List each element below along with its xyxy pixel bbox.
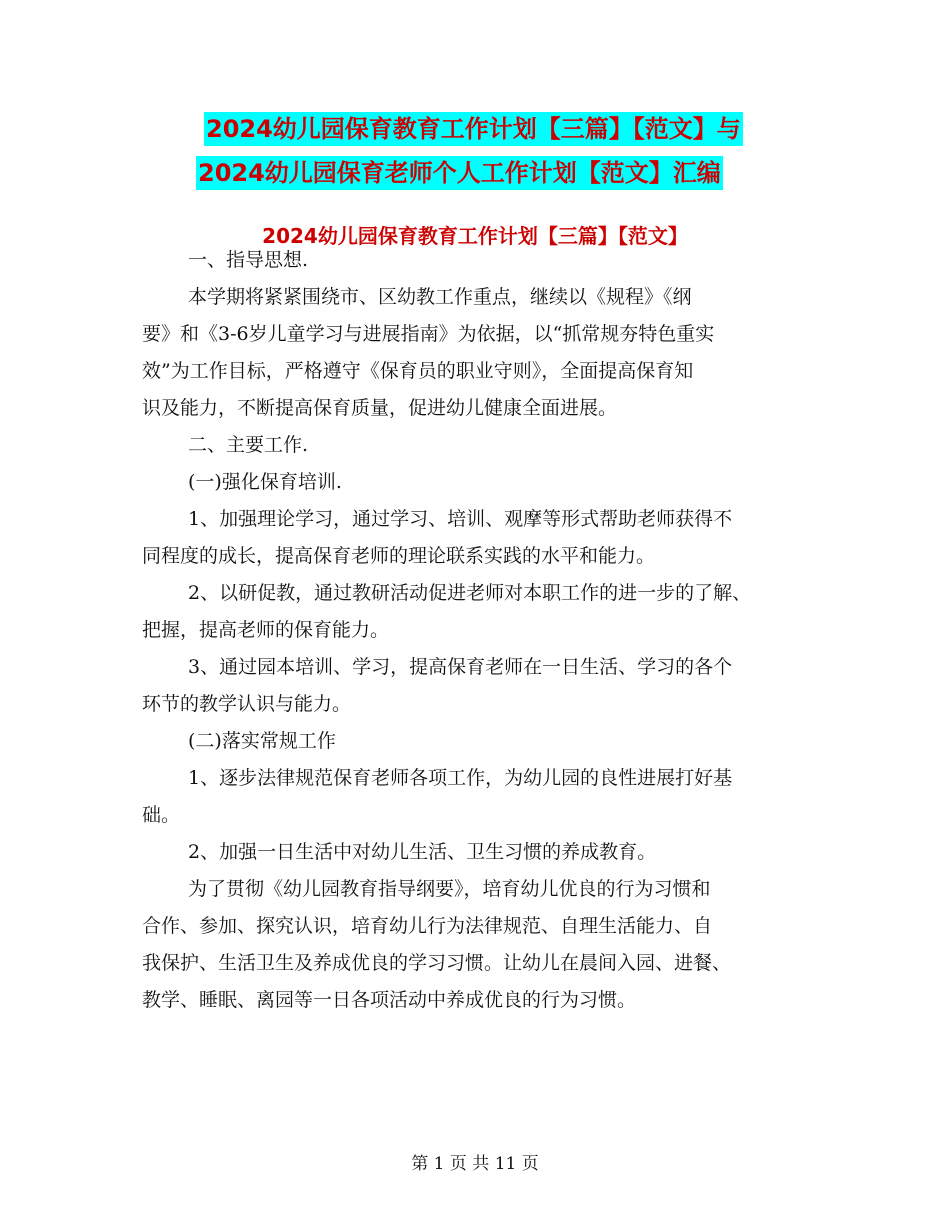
list-item-line: 3、通过园本培训、学习，提高保育老师在一日生活、学习的各个 [188, 656, 733, 678]
section-heading: 2024幼儿园保育教育工作计划【三篇】【范文】 [262, 224, 688, 248]
document-title-line-1: 2024幼儿园保育教育工作计划【三篇】【范文】与 [204, 112, 743, 146]
heading-main-work: 二、主要工作. [188, 434, 309, 456]
list-item-line: 环节的教学认识与能力。 [142, 693, 352, 715]
paragraph-line: 合作、参加、探究认识，培育幼儿行为法律规范、自理生活能力、自 [142, 915, 713, 937]
subheading-training: (一)强化保育培训. [188, 471, 342, 493]
document-title-line-2: 2024幼儿园保育老师个人工作计划【范文】汇编 [196, 156, 723, 190]
list-item-line: 把握，提高老师的保育能力。 [142, 619, 390, 641]
list-item-line: 2、加强一日生活中对幼儿生活、卫生习惯的养成教育。 [188, 841, 657, 863]
list-item-line: 1、加强理论学习，通过学习、培训、观摩等形式帮助老师获得不 [188, 508, 733, 530]
paragraph-line: 为了贯彻《幼儿园教育指导纲要》，培育幼儿优良的行为习惯和 [188, 878, 711, 900]
paragraph-line: 要》和《3-6岁儿童学习与进展指南》为依据，以“抓常规夯特色重实 [142, 323, 715, 345]
list-item-line: 2、以研促教，通过教研活动促进老师对本职工作的进一步的了解、 [188, 582, 752, 604]
heading-guiding-thought: 一、指导思想. [188, 249, 309, 271]
page-number-footer: 第 1 页 共 11 页 [411, 1154, 539, 1174]
list-item-line: 1、逐步法律规范保育老师各项工作，为幼儿园的良性进展打好基 [188, 767, 733, 789]
subheading-routine-work: (二)落实常规工作 [188, 730, 336, 752]
paragraph-line: 本学期将紧紧围绕市、区幼教工作重点，继续以《规程》《纲 [188, 286, 692, 308]
paragraph-line: 效”为工作目标，严格遵守《保育员的职业守则》，全面提高保育知 [142, 360, 694, 382]
list-item-line: 同程度的成长，提高保育老师的理论联系实践的水平和能力。 [142, 545, 656, 567]
list-item-line: 础。 [142, 804, 181, 826]
paragraph-line: 教学、睡眠、离园等一日各项活动中养成优良的行为习惯。 [142, 989, 637, 1011]
paragraph-line: 我保护、生活卫生及养成优良的学习习惯。让幼儿在晨间入园、进餐、 [142, 952, 732, 974]
paragraph-line: 识及能力，不断提高保育质量，促进幼儿健康全面进展。 [142, 397, 618, 419]
